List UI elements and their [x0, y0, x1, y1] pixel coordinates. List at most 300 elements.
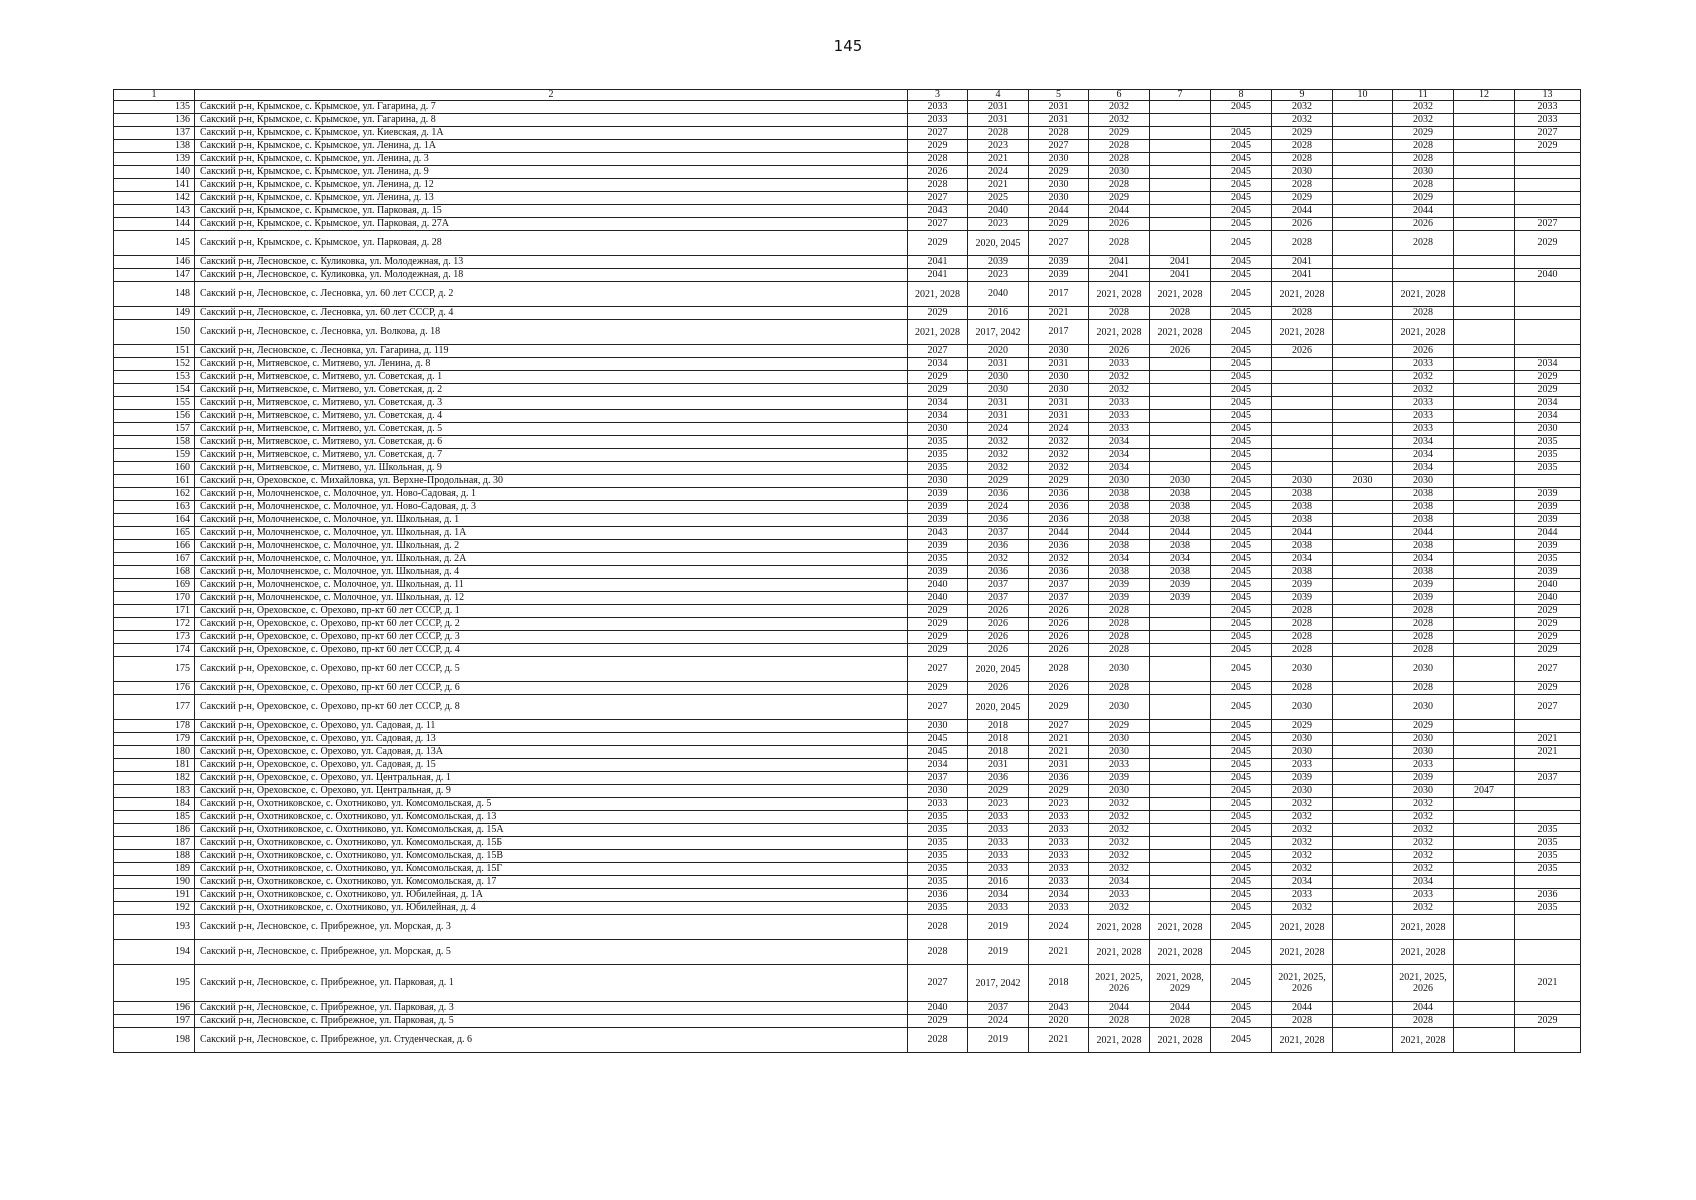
table-row	[114, 1002, 1581, 1015]
year-cell: 2039	[908, 566, 968, 579]
year-cell: 2039	[1150, 579, 1211, 592]
year-cell: 2034	[1393, 553, 1454, 566]
year-cell: 2030	[1089, 746, 1150, 759]
year-cell: 2028	[908, 1028, 968, 1053]
year-cell	[1333, 746, 1393, 759]
year-cell: 2045	[1211, 940, 1272, 965]
year-cell: 2045	[1211, 449, 1272, 462]
table-row	[114, 320, 1581, 345]
year-cell: 2030	[1515, 423, 1581, 436]
year-cell	[1150, 449, 1211, 462]
year-cell	[1454, 1028, 1515, 1053]
year-cell: 2033	[1393, 410, 1454, 423]
year-cell: 2029	[1029, 218, 1089, 231]
row-number: 190	[114, 876, 195, 889]
row-number: 164	[114, 514, 195, 527]
column-header-5: 5	[1029, 90, 1089, 101]
year-cell: 2045	[1211, 423, 1272, 436]
year-cell: 2036	[1029, 566, 1089, 579]
column-header-10: 10	[1333, 90, 1393, 101]
year-cell	[1333, 256, 1393, 269]
year-cell: 2039	[1515, 501, 1581, 514]
year-cell: 2038	[1272, 514, 1333, 527]
year-cell: 2030	[908, 785, 968, 798]
year-cell	[1333, 320, 1393, 345]
year-cell: 2031	[1029, 114, 1089, 127]
table-row	[114, 644, 1581, 657]
year-cell	[1150, 657, 1211, 682]
year-cell: 2040	[968, 205, 1029, 218]
year-cell	[1454, 566, 1515, 579]
year-cell: 2044	[1393, 1002, 1454, 1015]
year-cell: 2028	[1272, 682, 1333, 695]
year-cell: 2028	[1272, 153, 1333, 166]
year-cell: 2028	[1393, 179, 1454, 192]
table-row	[114, 965, 1581, 1002]
year-cell: 2045	[1211, 320, 1272, 345]
year-cell: 2026	[1272, 345, 1333, 358]
year-cell: 2034	[1089, 553, 1150, 566]
year-cell	[1211, 114, 1272, 127]
year-cell	[1333, 127, 1393, 140]
year-cell: 2035	[908, 811, 968, 824]
year-cell: 2020, 2045	[968, 231, 1029, 256]
row-number: 174	[114, 644, 195, 657]
year-cell	[1333, 436, 1393, 449]
year-cell: 2045	[1211, 501, 1272, 514]
year-cell: 2045	[1211, 256, 1272, 269]
year-cell	[1454, 759, 1515, 772]
year-cell: 2030	[1029, 384, 1089, 397]
address-cell: Сакский р-н, Крымское, с. Крымское, ул. Ленина, д. 3	[195, 153, 908, 166]
year-cell: 2041	[1150, 256, 1211, 269]
year-cell: 2021, 2028	[1393, 320, 1454, 345]
row-number: 168	[114, 566, 195, 579]
year-cell: 2028	[968, 127, 1029, 140]
year-cell: 2027	[1515, 657, 1581, 682]
year-cell: 2045	[1211, 1028, 1272, 1053]
year-cell	[1515, 282, 1581, 307]
address-cell: Сакский р-н, Лесновское, с. Лесновка, ул. Волкова, д. 18	[195, 320, 908, 345]
row-number: 193	[114, 915, 195, 940]
address-cell: Сакский р-н, Лесновское, с. Прибрежное, ул. Парковая, д. 1	[195, 965, 908, 1002]
address-cell: Сакский р-н, Митяевское, с. Митяево, ул. Ленина, д. 8	[195, 358, 908, 371]
year-cell: 2031	[1029, 358, 1089, 371]
year-cell: 2035	[908, 863, 968, 876]
year-cell: 2035	[1515, 824, 1581, 837]
year-cell	[1150, 140, 1211, 153]
year-cell: 2045	[1211, 772, 1272, 785]
year-cell: 2020	[968, 345, 1029, 358]
address-cell: Сакский р-н, Ореховское, с. Орехово, ул. Садовая, д. 15	[195, 759, 908, 772]
year-cell	[1454, 631, 1515, 644]
address-cell: Сакский р-н, Лесновское, с. Прибрежное, ул. Студенческая, д. 6	[195, 1028, 908, 1053]
year-cell: 2040	[908, 579, 968, 592]
year-cell: 2045	[1211, 785, 1272, 798]
year-cell	[1454, 423, 1515, 436]
year-cell: 2036	[968, 772, 1029, 785]
year-cell	[1454, 772, 1515, 785]
year-cell: 2030	[1393, 746, 1454, 759]
year-cell: 2021	[1029, 307, 1089, 320]
year-cell: 2023	[1029, 798, 1089, 811]
year-cell: 2043	[1029, 1002, 1089, 1015]
year-cell: 2034	[908, 397, 968, 410]
table-row	[114, 462, 1581, 475]
row-number: 145	[114, 231, 195, 256]
year-cell: 2029	[908, 631, 968, 644]
year-cell	[1150, 231, 1211, 256]
year-cell: 2032	[1272, 850, 1333, 863]
year-cell: 2032	[1089, 837, 1150, 850]
year-cell	[1333, 720, 1393, 733]
row-number: 157	[114, 423, 195, 436]
year-cell: 2026	[1089, 345, 1150, 358]
page-number: 145	[833, 37, 863, 55]
year-cell	[1150, 358, 1211, 371]
year-cell	[1150, 218, 1211, 231]
year-cell	[1454, 218, 1515, 231]
year-cell	[1272, 410, 1333, 423]
year-cell: 2026	[968, 682, 1029, 695]
year-cell: 2033	[1272, 759, 1333, 772]
table-row	[114, 410, 1581, 423]
row-number: 161	[114, 475, 195, 488]
row-number: 165	[114, 527, 195, 540]
year-cell: 2033	[968, 850, 1029, 863]
year-cell: 2029	[1515, 644, 1581, 657]
year-cell: 2033	[908, 114, 968, 127]
year-cell: 2036	[1029, 514, 1089, 527]
year-cell: 2034	[1393, 876, 1454, 889]
year-cell: 2027	[1515, 218, 1581, 231]
year-cell	[1454, 837, 1515, 850]
year-cell	[1454, 1015, 1515, 1028]
year-cell: 2032	[1089, 863, 1150, 876]
year-cell: 2045	[1211, 811, 1272, 824]
year-cell: 2030	[1272, 733, 1333, 746]
year-cell: 2033	[1393, 397, 1454, 410]
year-cell	[1272, 384, 1333, 397]
column-header-3: 3	[908, 90, 968, 101]
column-header-12: 12	[1454, 90, 1515, 101]
table-row	[114, 192, 1581, 205]
year-cell: 2035	[908, 462, 968, 475]
address-cell: Сакский р-н, Ореховское, с. Орехово, ул. Центральная, д. 9	[195, 785, 908, 798]
year-cell: 2034	[1089, 462, 1150, 475]
year-cell: 2032	[968, 553, 1029, 566]
year-cell: 2044	[1029, 205, 1089, 218]
year-cell	[1150, 824, 1211, 837]
table-row	[114, 618, 1581, 631]
address-cell: Сакский р-н, Ореховское, с. Орехово, пр-кт 60 лет СССР, д. 8	[195, 695, 908, 720]
year-cell	[1333, 876, 1393, 889]
year-cell: 2045	[1211, 192, 1272, 205]
year-cell: 2021, 2028	[1393, 1028, 1454, 1053]
year-cell	[1150, 436, 1211, 449]
address-cell: Сакский р-н, Митяевское, с. Митяево, ул. Советская, д. 2	[195, 384, 908, 397]
year-cell	[1515, 940, 1581, 965]
address-cell: Сакский р-н, Лесновское, с. Лесновка, ул. Гагарина, д. 119	[195, 345, 908, 358]
year-cell	[1454, 475, 1515, 488]
year-cell	[1454, 307, 1515, 320]
year-cell: 2045	[1211, 902, 1272, 915]
year-cell	[1454, 205, 1515, 218]
year-cell	[1454, 798, 1515, 811]
year-cell: 2030	[1089, 733, 1150, 746]
year-cell	[1454, 618, 1515, 631]
year-cell: 2045	[1211, 488, 1272, 501]
year-cell: 2039	[1515, 540, 1581, 553]
year-cell: 2032	[1029, 436, 1089, 449]
table-row	[114, 514, 1581, 527]
year-cell	[1454, 540, 1515, 553]
year-cell: 2028	[1089, 307, 1150, 320]
address-cell: Сакский р-н, Лесновское, с. Куликовка, ул. Молодежная, д. 18	[195, 269, 908, 282]
year-cell: 2030	[908, 475, 968, 488]
year-cell: 2047	[1454, 785, 1515, 798]
table-row	[114, 371, 1581, 384]
year-cell: 2039	[1515, 488, 1581, 501]
year-cell: 2027	[1029, 231, 1089, 256]
year-cell	[1150, 192, 1211, 205]
year-cell: 2032	[1393, 384, 1454, 397]
year-cell: 2021, 2028	[1272, 915, 1333, 940]
year-cell	[1333, 192, 1393, 205]
year-cell	[1333, 682, 1393, 695]
year-cell: 2026	[1029, 631, 1089, 644]
year-cell: 2021, 2025, 2026	[1272, 965, 1333, 1002]
row-number: 167	[114, 553, 195, 566]
table-row	[114, 889, 1581, 902]
year-cell: 2045	[1211, 798, 1272, 811]
year-cell: 2016	[968, 307, 1029, 320]
year-cell: 2040	[908, 1002, 968, 1015]
year-cell: 2045	[1211, 397, 1272, 410]
row-number: 151	[114, 345, 195, 358]
address-cell: Сакский р-н, Охотниковское, с. Охотниково, ул. Комсомольская, д. 15В	[195, 850, 908, 863]
year-cell	[1454, 1002, 1515, 1015]
year-cell: 2035	[908, 876, 968, 889]
address-cell: Сакский р-н, Митяевское, с. Митяево, ул. Советская, д. 3	[195, 397, 908, 410]
year-cell	[1150, 850, 1211, 863]
address-cell: Сакский р-н, Крымское, с. Крымское, ул. Киевская, д. 1А	[195, 127, 908, 140]
year-cell: 2039	[908, 540, 968, 553]
year-cell: 2030	[1272, 475, 1333, 488]
year-cell	[1454, 127, 1515, 140]
table-row	[114, 837, 1581, 850]
year-cell: 2038	[1089, 540, 1150, 553]
row-number: 186	[114, 824, 195, 837]
year-cell: 2029	[908, 231, 968, 256]
address-cell: Сакский р-н, Молочненское, с. Молочное, ул. Школьная, д. 11	[195, 579, 908, 592]
row-number: 177	[114, 695, 195, 720]
year-cell	[1150, 166, 1211, 179]
year-cell	[1150, 733, 1211, 746]
year-cell: 2031	[1029, 759, 1089, 772]
year-cell: 2023	[968, 798, 1029, 811]
year-cell: 2029	[908, 384, 968, 397]
year-cell: 2029	[1515, 384, 1581, 397]
year-cell	[1454, 965, 1515, 1002]
row-number: 185	[114, 811, 195, 824]
row-number: 159	[114, 449, 195, 462]
year-cell: 2036	[968, 540, 1029, 553]
year-cell: 2044	[1089, 1002, 1150, 1015]
year-cell: 2045	[1211, 153, 1272, 166]
year-cell: 2016	[968, 876, 1029, 889]
year-cell: 2038	[1393, 501, 1454, 514]
address-cell: Сакский р-н, Крымское, с. Крымское, ул. Гагарина, д. 8	[195, 114, 908, 127]
table-row	[114, 785, 1581, 798]
year-cell: 2032	[1089, 384, 1150, 397]
year-cell: 2045	[1211, 915, 1272, 940]
address-cell: Сакский р-н, Ореховское, с. Орехово, пр-кт 60 лет СССР, д. 4	[195, 644, 908, 657]
year-cell: 2032	[1272, 798, 1333, 811]
year-cell: 2021, 2025, 2026	[1089, 965, 1150, 1002]
year-cell: 2019	[968, 940, 1029, 965]
year-cell: 2028	[1272, 140, 1333, 153]
table-row	[114, 166, 1581, 179]
year-cell	[1333, 345, 1393, 358]
row-number: 156	[114, 410, 195, 423]
year-cell: 2043	[908, 527, 968, 540]
year-cell: 2045	[1211, 746, 1272, 759]
row-number: 139	[114, 153, 195, 166]
row-number: 184	[114, 798, 195, 811]
year-cell	[1454, 824, 1515, 837]
year-cell: 2028	[1272, 605, 1333, 618]
year-cell: 2021, 2028	[1272, 1028, 1333, 1053]
year-cell: 2034	[908, 410, 968, 423]
table-row	[114, 488, 1581, 501]
address-cell: Сакский р-н, Лесновское, с. Лесновка, ул. 60 лет СССР, д. 2	[195, 282, 908, 307]
address-cell: Сакский р-н, Ореховское, с. Михайловка, ул. Верхне-Продольная, д. 30	[195, 475, 908, 488]
table-row	[114, 553, 1581, 566]
address-cell: Сакский р-н, Ореховское, с. Орехово, ул. Садовая, д. 13А	[195, 746, 908, 759]
year-cell: 2032	[1393, 798, 1454, 811]
row-number: 195	[114, 965, 195, 1002]
year-cell	[1333, 863, 1393, 876]
address-cell: Сакский р-н, Ореховское, с. Орехово, ул. Садовая, д. 11	[195, 720, 908, 733]
year-cell: 2037	[1029, 579, 1089, 592]
year-cell: 2035	[1515, 863, 1581, 876]
year-cell: 2028	[1089, 153, 1150, 166]
year-cell	[1333, 358, 1393, 371]
year-cell: 2032	[968, 449, 1029, 462]
year-cell: 2045	[1211, 358, 1272, 371]
year-cell	[1454, 889, 1515, 902]
year-cell: 2039	[1272, 579, 1333, 592]
address-cell: Сакский р-н, Ореховское, с. Орехово, пр-кт 60 лет СССР, д. 6	[195, 682, 908, 695]
year-cell: 2028	[1393, 231, 1454, 256]
year-cell	[1454, 462, 1515, 475]
year-cell	[1333, 618, 1393, 631]
year-cell: 2027	[908, 192, 968, 205]
year-cell: 2045	[1211, 127, 1272, 140]
year-cell: 2029	[1393, 192, 1454, 205]
year-cell: 2029	[908, 140, 968, 153]
year-cell	[1272, 397, 1333, 410]
year-cell	[1333, 965, 1393, 1002]
year-cell	[1393, 269, 1454, 282]
year-cell: 2045	[1211, 475, 1272, 488]
year-cell: 2039	[1393, 592, 1454, 605]
row-number: 191	[114, 889, 195, 902]
year-cell: 2031	[968, 101, 1029, 114]
year-cell: 2021	[1515, 965, 1581, 1002]
year-cell: 2045	[1211, 605, 1272, 618]
year-cell: 2044	[1393, 205, 1454, 218]
year-cell: 2032	[1272, 824, 1333, 837]
year-cell: 2021, 2028	[1272, 320, 1333, 345]
year-cell: 2034	[1150, 553, 1211, 566]
year-cell: 2028	[1089, 682, 1150, 695]
year-cell	[1333, 371, 1393, 384]
address-cell: Сакский р-н, Ореховское, с. Орехово, пр-кт 60 лет СССР, д. 3	[195, 631, 908, 644]
year-cell: 2026	[968, 605, 1029, 618]
year-cell	[1333, 631, 1393, 644]
year-cell: 2039	[1515, 514, 1581, 527]
year-cell	[1150, 876, 1211, 889]
year-cell	[1333, 592, 1393, 605]
year-cell: 2038	[1393, 566, 1454, 579]
year-cell: 2029	[908, 371, 968, 384]
address-cell: Сакский р-н, Крымское, с. Крымское, ул. Гагарина, д. 7	[195, 101, 908, 114]
year-cell	[1150, 605, 1211, 618]
year-cell: 2037	[968, 579, 1029, 592]
year-cell: 2038	[1150, 540, 1211, 553]
row-number: 142	[114, 192, 195, 205]
year-cell: 2021, 2028	[1150, 915, 1211, 940]
year-cell	[1333, 824, 1393, 837]
column-header-9: 9	[1272, 90, 1333, 101]
year-cell	[1150, 205, 1211, 218]
year-cell: 2034	[1393, 462, 1454, 475]
year-cell	[1150, 785, 1211, 798]
row-number: 144	[114, 218, 195, 231]
year-cell	[1454, 514, 1515, 527]
year-cell: 2039	[1029, 256, 1089, 269]
year-cell: 2045	[1211, 384, 1272, 397]
row-number: 176	[114, 682, 195, 695]
year-cell: 2032	[1089, 798, 1150, 811]
year-cell: 2045	[1211, 1015, 1272, 1028]
year-cell	[1515, 1002, 1581, 1015]
year-cell: 2038	[1150, 488, 1211, 501]
year-cell	[1333, 566, 1393, 579]
table-row	[114, 114, 1581, 127]
year-cell: 2029	[1029, 695, 1089, 720]
row-number: 141	[114, 179, 195, 192]
address-cell: Сакский р-н, Молочненское, с. Молочное, ул. Школьная, д. 1А	[195, 527, 908, 540]
year-cell	[1515, 475, 1581, 488]
year-cell: 2039	[1029, 269, 1089, 282]
year-cell: 2024	[968, 166, 1029, 179]
year-cell	[1333, 695, 1393, 720]
address-cell: Сакский р-н, Лесновское, с. Прибрежное, ул. Морская, д. 3	[195, 915, 908, 940]
year-cell	[1333, 449, 1393, 462]
row-number: 166	[114, 540, 195, 553]
year-cell: 2035	[908, 553, 968, 566]
year-cell	[1333, 605, 1393, 618]
year-cell: 2045	[1211, 371, 1272, 384]
year-cell	[1454, 384, 1515, 397]
year-cell: 2028	[1089, 1015, 1150, 1028]
row-number: 140	[114, 166, 195, 179]
year-cell: 2028	[908, 915, 968, 940]
year-cell: 2045	[1211, 863, 1272, 876]
